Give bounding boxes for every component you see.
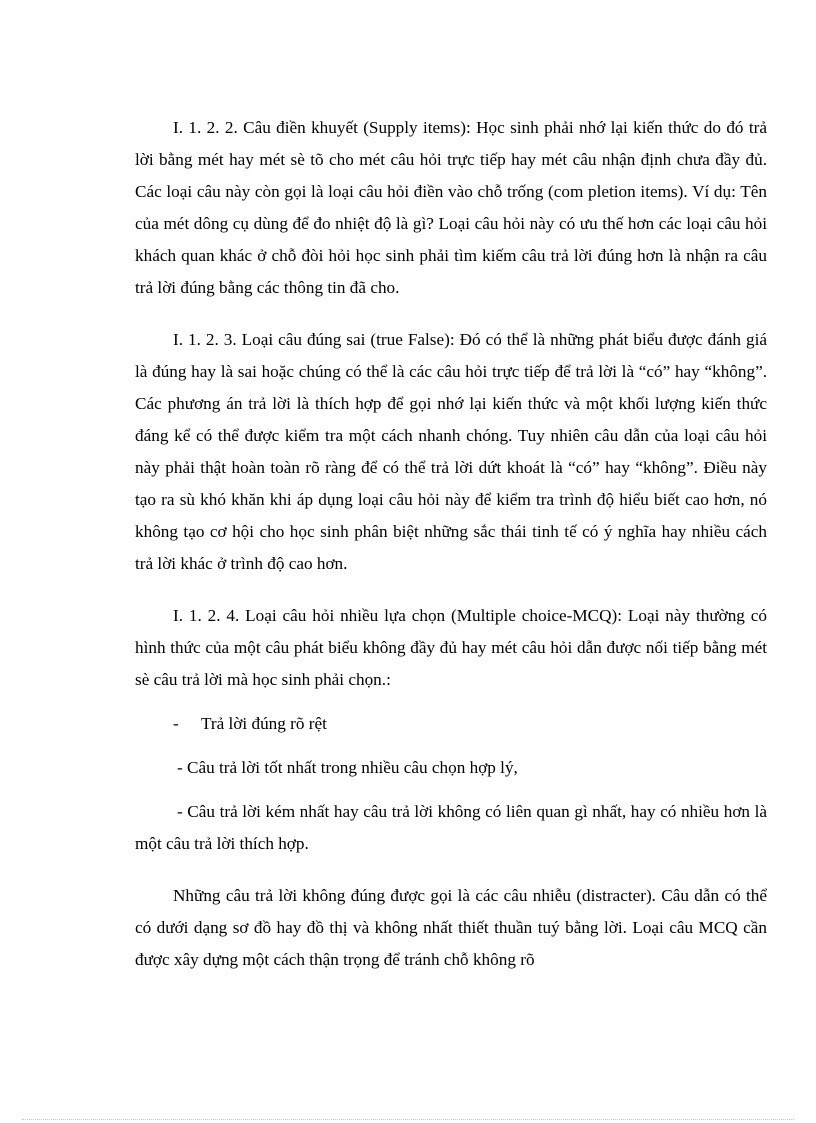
paragraph-distracters: Những câu trả lời không đúng được gọi là các câu nhiễu (distracter). Câu dẫn có thể có dưới dạng sơ đồ hay đồ thị và không nhất thiết thuần tuý bằng lời. Loại câu MCQ cần được xây dựng một cách thận trọng để tránh chỗ không rõ xyxy=(135,886,767,969)
list-dash: - xyxy=(173,714,179,733)
list-item: - Câu trả lời kém nhất hay câu trả lời không có liên quan gì nhất, hay có nhiều hơn là một câu trả lời thích hợp. xyxy=(135,802,767,853)
list-item xyxy=(135,708,767,740)
paragraph-multiple-choice: I. 1. 2. 4. Loại câu hỏi nhiều lựa chọn (Multiple choice-MCQ): Loại này thường có hình thức của một câu phát biểu không đầy đủ hay mét câu hỏi dẫn được nối tiếp bằng mét sè câu trả lời mà học sinh phải chọn.: xyxy=(135,606,767,689)
list-item: - Câu trả lời tốt nhất trong nhiều câu chọn hợp lý, xyxy=(177,758,518,777)
list-item-text: Trả lời đúng rõ rệt xyxy=(201,714,327,733)
document-body xyxy=(135,112,767,976)
page-bottom-border xyxy=(22,1119,794,1120)
paragraph-true-false: I. 1. 2. 3. Loại câu đúng sai (true False): Đó có thể là những phát biểu được đánh giá là đúng hay là sai hoặc chúng có thể là các câu hỏi trực tiếp để trả lời là “có” hay “không”. Các phương án trả lời là thích hợp để gọi nhớ lại kiến thức và một khối lượng kiến thức đáng kể có thể được kiểm tra một cách nhanh chóng. Tuy nhiên câu dẫn của loại câu hỏi này phải thật hoàn toàn rõ ràng để có thể trả lời dứt khoát là “có” hay “không”. Điều này tạo ra sù khó khăn khi áp dụng loại câu hỏi này để kiểm tra trình độ hiểu biết cao hơn, nó không tạo cơ hội cho học sinh phân biệt những sắc thái tinh tế có ý nghĩa hay nhiều cách trả lời khác ở trình độ cao hơn. xyxy=(135,330,767,573)
paragraph-supply-items: I. 1. 2. 2. Câu điền khuyết (Supply items): Học sinh phải nhớ lại kiến thức do đó trả lời bằng mét hay mét sè tõ cho mét câu hỏi trực tiếp hay mét câu nhận định chưa đầy đủ. Các loại câu này còn gọi là loại câu hỏi điền vào chỗ trống (com pletion items). Ví dụ: Tên của mét dông cụ dùng để đo nhiệt độ là gì? Loại câu hỏi này có ưu thế hơn các loại câu hỏi khách quan khác ở chỗ đòi hỏi học sinh phải tìm kiếm câu trả lời đúng hơn là nhận ra câu trả lời đúng bằng các thông tin đã cho. xyxy=(135,118,767,297)
